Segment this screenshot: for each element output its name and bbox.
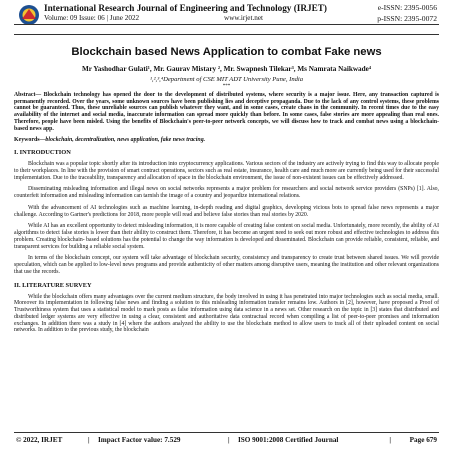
separator-stars: *** (222, 84, 231, 89)
keywords (14, 137, 439, 143)
footer-separator: | (88, 436, 90, 444)
page-footer (14, 436, 439, 448)
journal-header (14, 0, 439, 38)
paragraph: With the advancement of AI technologies such as machine learning, in-depth reading and digital graphics, developing vicious bots to spread false news represents a major challenge. According to Gartner's predictions for 2018, more people will read and believe false stories than real stories by 2020. (14, 204, 439, 218)
paragraph: Disseminating misleading information and illegal news on social networks represents a major problem for researchers and social network service providers (SNPs) [1]. Also, counterfeit information and misleading information can tarnish the image of a country and jeopardize international relations. (14, 186, 439, 200)
iso-certification: ISO 9001:2008 Certified Journal (238, 436, 339, 444)
header-rule-2 (14, 34, 439, 35)
header-rule (14, 24, 439, 25)
author-list: Mr Yashodhar Gulati¹, Mr. Gaurav Mistary ², Mr. Swapnesh Tilekar³, Ms Namrata Naikwade⁴ (81, 65, 371, 73)
impact-factor: Impact Factor value: 7.529 (98, 436, 181, 444)
keywords-text: blockchain, decentralization, news application, fake news tracing. (45, 137, 206, 144)
paragraph: While the blockchain offers many advantages over the current medium structure, the body involved in using it has penetrated into major technologies such as social media, small. Moreover its implementation in following false news and finding a solution to this misleading information transfer remains low. Authors in [2], however, have proposed a Proof of Trustworthiness system that uses a statistical model to mark posts as false information using data science in a news set. Other research on the topic in [3] states that distributed and distributed ledger systems are very effective in using a clear, consistent and authoritative data contractual record when compiling a list of peer-to-peer promises and information exchanges. In addition there was a study in [4] where the authors analyzed the ability to use the blockchain method to allow users to track all of their uploaded content on social networks. In addition to the previous study, the blockchain (14, 293, 439, 334)
footer-rule (14, 432, 439, 433)
footer-separator: | (389, 436, 391, 444)
paragraph: While AI has an excellent opportunity to detect misleading information, it is more capable of creating false content on social media. Unfortunately, more recently, the ability of AI algorithms to detect false stories is lower than their ability to construct them. Therefore, it has become an urgent need to seek out more robust and effective technologies to address this problem. Creating blockchain- based solutions has the potential to change the way information is developed and disseminated. Blockchain can provide reliable, consistent, reliable, and transparent services for building a reliable social system. (14, 223, 439, 250)
abstract: Abstract— Blockchain technology has opened the door to the development of distributed systems, where security is a major issue. Here, any transaction captured is permanently recorded. Over the years, some unknown sources have been publishing lies and deceptive propaganda. Due to the lack of any control systems, these problems cannot be guaranteed. Thus, these unreliable sources can publish whatever they want, and in some cases, create chaos in the community. In recent times due to the easy availability of the internet and social media, inaccurate information can spread more quickly than before. In some cases, false stories are more appealing than real ones. Therefore, people have been misled. Using the benefits of Blockchain's peer-to-peer network concepts, we will discuss how to track and combat news using a blockchain-based news app. (14, 92, 439, 132)
copyright: © 2022, IRJET (16, 436, 63, 444)
volume-issue: Volume: 09 Issue: 06 | June 2022 (44, 14, 140, 22)
page-number: Page 679 (409, 436, 437, 444)
paper-title: Blockchain based News Application to combat Fake news (71, 46, 382, 58)
irjet-logo-icon (18, 4, 40, 26)
section-heading-literature-survey: II. LITERATURE SURVEY (14, 281, 92, 289)
paragraph: Blockchain was a popular topic shortly after its introduction into cryptocurrency applications. Various sectors of the industry are actively trying to find this way to allocate people to their workplaces. In line with the provision of smart contract operations, sectors such as real estate, insurance, health care and much more are currently being used for their successful implementation. Due to the traceability, transparency and allocation of space in the blockchain environment, the issue of non-existent issues can be effectively addressed. (14, 161, 439, 181)
paragraph: In terms of the blockchain concept, our system will take advantage of blockchain security, consistency and transparency to create trust between shared issues. We will provide speculation, which can be applied to low-level news programs and provide authenticity of other matters among disruptive users, meaning the institution and other relevant organizations that use the records. (14, 255, 439, 275)
e-issn: e-ISSN: 2395-0056 (377, 3, 437, 12)
footer-separator: | (228, 436, 230, 444)
journal-url: www.irjet.net (224, 14, 264, 22)
affiliation: ¹,²,³,⁴Department of CSE MIT ADT University Pune, India (149, 76, 304, 83)
keywords-label: Keywords— (14, 137, 46, 144)
section-heading-introduction: I. INTRODUCTION (14, 149, 71, 157)
p-issn: p-ISSN: 2395-0072 (377, 14, 437, 23)
journal-name: International Research Journal of Engineering and Technology (IRJET) (44, 3, 327, 13)
